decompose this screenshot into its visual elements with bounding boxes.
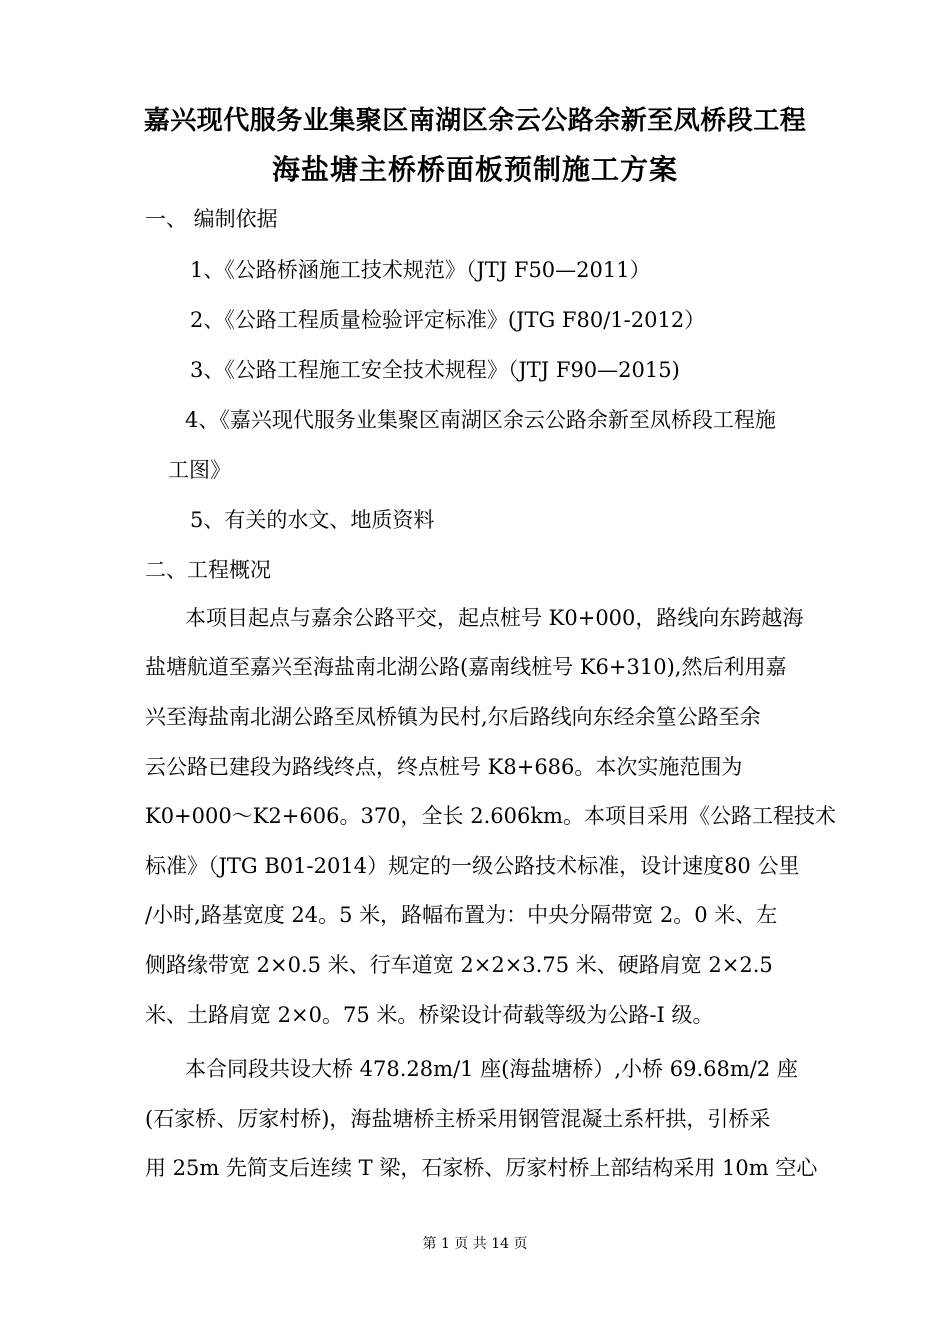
document-title-line2: 海盐塘主桥桥面板预制施工方案 bbox=[271, 153, 678, 186]
body-line: K0+000～K2+606。370，全长 2.606km。本项目采用《公路工程技术 bbox=[145, 804, 836, 828]
body-line: 盐塘航道至嘉兴至海盐南北湖公路(嘉南线桩号 K6+310),然后利用嘉 bbox=[145, 655, 787, 679]
document-title-line1: 嘉兴现代服务业集聚区南湖区余云公路余新至凤桥段工程 bbox=[143, 106, 807, 136]
body-line: 本项目起点与嘉余公路平交，起点桩号 K0+000，路线向东跨越海 bbox=[185, 606, 804, 630]
reference-item-4: 4、《嘉兴现代服务业集聚区南湖区余云公路余新至凤桥段工程施 bbox=[185, 408, 776, 432]
page-footer: 第 1 页 共 14 页 bbox=[422, 1236, 528, 1252]
body-line: 标准》（JTG B01-2014）规定的一级公路技术标准，设计速度80 公里 bbox=[145, 854, 800, 878]
reference-item-2: 2、《公路工程质量检验评定标准》(JTG F80/1-2012） bbox=[190, 308, 706, 332]
body-line: (石家桥、厉家村桥)，海盐塘桥主桥采用钢管混凝土系杆拱，引桥采 bbox=[145, 1107, 771, 1131]
body-line: 侧路缘带宽 2×0.5 米、行车道宽 2×2×3.75 米、硬路肩宽 2×2.5 bbox=[145, 953, 773, 977]
body-line: 兴至海盐南北湖公路至凤桥镇为民村,尔后路线向东经余篁公路至余 bbox=[145, 705, 761, 729]
body-line: 米、土路肩宽 2×0。75 米。桥梁设计荷载等级为公路-I 级。 bbox=[145, 1003, 714, 1027]
section1-heading: 一、 编制依据 bbox=[145, 207, 278, 231]
body-line: 用 25m 先简支后连续 T 梁，石家桥、厉家村桥上部结构采用 10m 空心 bbox=[145, 1156, 818, 1180]
reference-item-1: 1、《公路桥涵施工技术规范》（JTJ F50—2011） bbox=[190, 258, 651, 282]
reference-item-3: 3、《公路工程施工安全技术规程》（JTJ F90—2015) bbox=[190, 358, 680, 382]
reference-item-4-cont: 工图》 bbox=[168, 458, 231, 482]
body-line: 云公路已建段为路线终点，终点桩号 K8+686。本次实施范围为 bbox=[145, 755, 743, 779]
section2-heading: 二、工程概况 bbox=[145, 558, 271, 582]
body-line: /小时,路基宽度 24。5 米，路幅布置为：中央分隔带宽 2。0 米、左 bbox=[145, 903, 778, 927]
body-line: 本合同段共设大桥 478.28m/1 座(海盐塘桥）,小桥 69.68m/2 座 bbox=[185, 1057, 798, 1081]
reference-item-5: 5、有关的水文、地质资料 bbox=[190, 508, 435, 532]
